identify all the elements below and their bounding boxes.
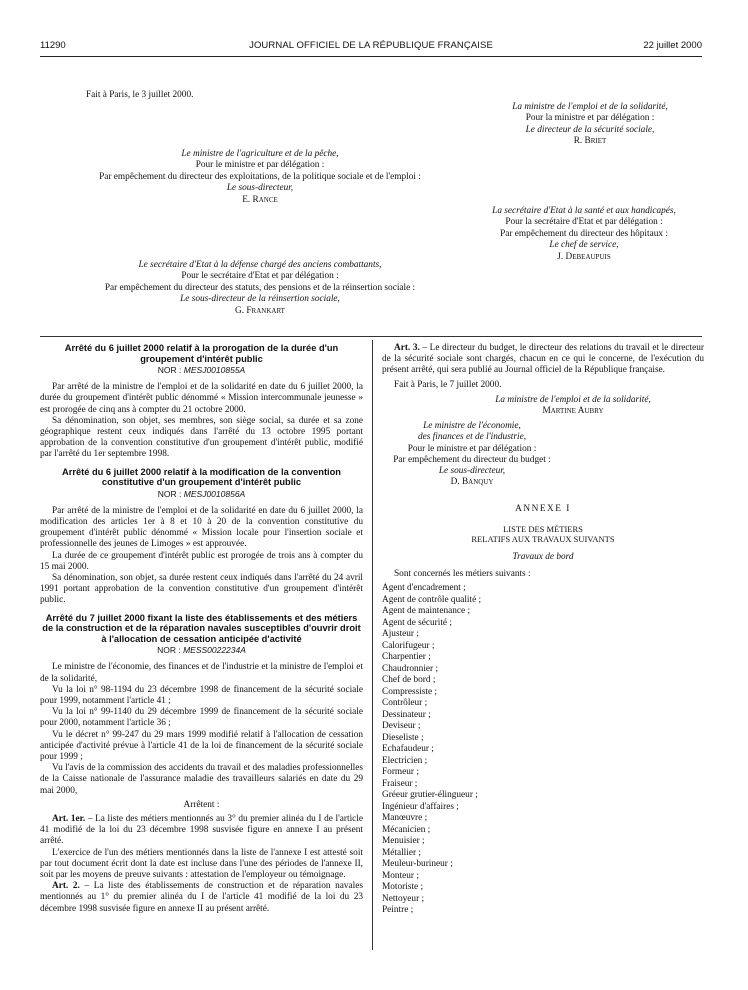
header-rule [40,56,702,57]
arrete-3-title: Arrêté du 7 juillet 2000 fixant la liste des établissements et des métiers de la construction et de la réparation navales susceptibles d'ouvrir droit à l'allocation de cessation anticipée d'activité [42,612,361,644]
signature-name: Martine Aubry [542,406,604,417]
signature-role: La ministre de l'emploi et de la solidarité, [495,394,651,405]
arrete-3-para: Le ministre de l'économie, des finances et de l'industrie et la ministre de l'emploi et de la solidarité, [40,662,363,684]
arrete-2-para: Par arrêté de la ministre de l'emploi et de la solidarité en date du 6 juillet 2000, la modification des articles 1er à 8 et 10 à 20 de la convention constitutive du groupement d'intérêt public dénommé « Mission locale pour l'insertion sociale et professionnelle des jeunes de Limoges » est approuvée. [40,505,363,550]
signature-block-defense [40,260,480,317]
signature-banquy [382,421,562,488]
arrete-2-para: La durée de ce groupement d'intérêt public est prorogée de trois ans à compter du 15 mai 2000. [40,550,363,572]
signature-name: D. Banquy [450,477,494,488]
signature-block-agriculture [40,149,480,206]
metier-item: Chaudronnier ; [382,663,439,674]
signature-title: Le sous-directeur, [438,466,506,477]
metier-item: Agent de maintenance ; [382,606,471,617]
signature-empechement: Par empêchement du directeur du budget : [393,454,551,465]
arrete-1-title: Arrêté du 6 juillet 2000 relatif à la prorogation de la durée d'un groupement d'intérêt public [64,343,339,364]
article-1-para: L'exercice de l'un des métiers mentionnés dans la liste de l'annexe I est attesté soit par tout document écrit dont la date est incluse dans l'une des périodes de l'annexe II, soit par les moyens de preuve suivants : attestation de l'employeur ou témoignage. [40,847,363,881]
metier-item: Motoriste ; [382,882,424,893]
page-header [40,40,702,54]
metier-item: Menuisier ; [382,836,425,847]
signature-name: R. Briet [573,136,607,147]
issue-date: 22 juillet 2000 [643,40,702,51]
metier-item: Monteur ; [382,870,419,881]
metier-item: Fraiseur ; [382,778,418,789]
journal-title: JOURNAL OFFICIEL DE LA RÉPUBLIQUE FRANÇAISE [249,40,493,51]
metier-item: Ajusteur ; [382,629,419,640]
signature-title: Le chef de service, [549,240,619,251]
metier-item: Manœuvre ; [382,813,428,824]
liste-title: LISTE DES MÉTIERS RELATIFS AUX TRAVAUX SUIVANTS [471,523,615,544]
metier-item: Métallier ; [382,847,421,858]
arrete-3-para: Vu la loi n° 99-1140 du 29 décembre 1999 de financement de la sécurité sociale pour 2000, notamment l'article 36 ; [40,707,363,729]
metier-item: Contrôleur ; [382,698,428,709]
article-1: Art. 1er. – La liste des métiers mentionnés au 3° du premier alinéa du I de l'article 41 modifié de la loi du 23 décembre 1998 susvisée figure en annexe I au présent arrêté. [40,814,363,847]
arrete-3-nor: NOR : MESS0022234A [157,645,246,656]
signature-delegation: Pour la secrétaire d'Etat et par délégation : [505,217,663,228]
annexe-title: ANNEXE I [515,504,571,515]
metier-item: Echafaudeur ; [382,744,434,755]
metier-item: Deviseur ; [382,721,421,732]
metier-item: Nettoyeur ; [382,893,425,904]
arretent: Arrêtent : [183,799,220,810]
metier-item: Ingénieur d'affaires ; [382,801,459,812]
signature-delegation: Pour le secrétaire d'Etat et par délégation : [181,271,339,282]
signature-role: Le secrétaire d'Etat à la défense chargé des anciens combattants, [138,260,382,270]
signature-role: Le ministre de l'agriculture et de la pêche, [181,149,339,159]
metier-item: Compressiste ; [382,686,438,697]
arrete-2-nor: NOR : MESJ0010856A [157,488,246,499]
arrete-2-title: Arrêté du 6 juillet 2000 relatif à la modification de la convention constitutive d'un groupement d'intérêt public [62,466,341,488]
metier-item: Meuleur-burineur ; [382,859,453,870]
signature-role-2: des finances et de l'industrie, [417,432,527,443]
metier-item: Dessinateur ; [382,709,431,720]
signature-delegation: Pour le ministre et par délégation : [195,160,325,171]
metier-item: Chef de bord ; [382,675,436,686]
metier-item: Peintre ; [382,905,414,916]
signature-delegation: Pour le ministre et par délégation : [407,443,537,454]
article-2: Art. 2. – La liste des établissements de construction et de réparation navales mentionnés au 1° du premier alinéa du I de l'article 41 modifié de la loi du 23 décembre 1998 susvisée figure en annexe II au présent arrêté. [40,881,363,914]
metier-item: Charpentier ; [382,652,431,663]
signature-empechement: Par empêchement du directeur des exploitations, de la politique sociale et de l'emploi : [99,171,421,182]
metier-item: Electricien ; [382,755,428,766]
right-column [382,343,704,917]
metier-item: Agent de contrôle qualité ; [382,594,482,605]
metier-item: Agent de sécurité ; [382,617,452,628]
section-separator [40,336,702,337]
signature-role: La secrétaire d'Etat à la santé et aux handicapés, [492,206,676,216]
metier-item: Gréeur grutier-élingueur ; [382,790,478,801]
signature-empechement: Par empêchement du directeur des hôpitaux : [500,228,668,239]
signature-title: Le sous-directeur, [226,183,294,194]
signature-name: J. Debeaupuis [557,251,611,262]
left-column [40,343,363,915]
arrete-3-para: Vu le décret n° 99-247 du 29 mars 1999 modifié relatif à l'allocation de cessation anticipée d'activité prévue à l'article 41 de la loi de financement de la sécurité sociale pour 1999 ; [40,729,363,762]
fait-a-paris-top: Fait à Paris, le 3 juillet 2000. [86,90,194,100]
metier-item: Dieseliste ; [382,732,424,743]
arrete-2-para: Sa dénomination, son objet, sa durée restent ceux indiqués dans l'arrêté du 24 avril 1991 portant approbation de la convention constitutive d'un groupement d'intérêt public. [40,573,363,606]
travaux-heading: Travaux de bord [512,551,574,562]
arrete-1-para: Par arrêté de la ministre de l'emploi et de la solidarité en date du 6 juillet 2000, la durée du groupement d'intérêt public dénommé « Mission intercommunale jeunesse » est prorogée de cinq ans à compter du 21 octobre 2000. [40,382,363,415]
article-3: Art. 3. – Le directeur du budget, le directeur des relations du travail et le directeur de la sécurité sociale sont chargés, chacun en ce qui le concerne, de l'exécution du présent arrêté, qui sera publié au Journal officiel de la République française. [382,343,704,376]
liste-intro: Sont concernés les métiers suivants : [394,568,531,579]
arrete-1-para: Sa dénomination, son objet, ses membres, son siège social, sa durée et sa zone géographique restent ceux indiqués dans l'arrêté du 13 octobre 1995 portant approbation de la convention constitutive d'un groupement d'intérêt public, modifié par l'arrêté du 1er septembre 1998. [40,415,363,460]
fait-a-paris-right: Fait à Paris, le 7 juillet 2000. [394,379,502,390]
metier-item: Agent d'encadrement ; [382,583,466,594]
signature-block-sante [424,206,744,263]
signature-aubry [442,395,704,417]
signature-empechement: Par empêchement du directeur des statuts, des pensions et de la réinsertion sociale : [104,282,416,293]
arrete-3-para: Vu l'avis de la commission des accidents du travail et des maladies professionnelles de la Caisse nationale de l'assurance maladie des travailleurs salariés en date du 29 mai 2000, [40,763,363,796]
signature-name: E. Rance [242,194,278,205]
signature-title: Le sous-directeur de la réinsertion sociale, [180,294,340,305]
signature-role: Le ministre de l'économie, [423,421,521,432]
signature-delegation: Pour la ministre et par délégation : [525,113,655,124]
signature-title: Le directeur de la sécurité sociale, [525,124,655,135]
page-number: 11290 [40,40,66,51]
column-divider [372,340,373,950]
arrete-1-nor: NOR : MESJ0010855A [157,365,246,375]
arrete-3-para: Vu la loi n° 98-1194 du 23 décembre 1998 de financement de la sécurité sociale pour 1999, notamment l'article 41 ; [40,684,363,706]
signature-role: La ministre de l'emploi et de la solidarité, [512,102,668,112]
signature-block-emploi [440,102,740,148]
metier-item: Calorifugeur ; [382,640,435,651]
metiers-list [382,583,704,917]
metier-item: Mécanicien ; [382,824,431,835]
signature-name: G. Frankart [235,305,285,316]
metier-item: Formeur ; [382,767,419,778]
